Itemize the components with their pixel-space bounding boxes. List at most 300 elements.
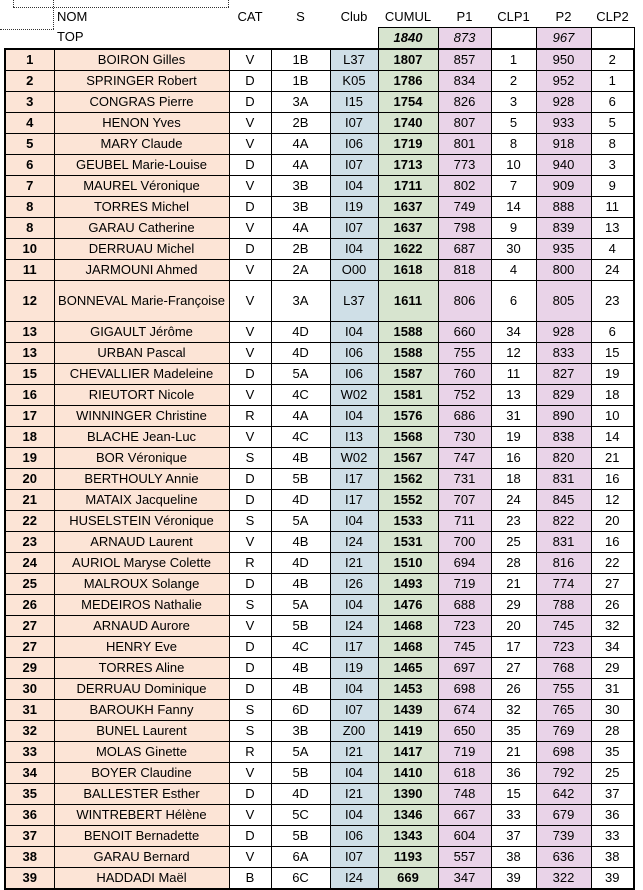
name-cell[interactable]: BOIRON Gilles	[54, 49, 229, 71]
cumul-cell[interactable]: 1713	[378, 155, 438, 176]
club-cell[interactable]: W02	[330, 448, 378, 469]
club-cell[interactable]: I04	[330, 511, 378, 532]
cumul-cell[interactable]: 1468	[378, 616, 438, 637]
cat-cell[interactable]: D	[229, 364, 271, 385]
rank-cell[interactable]: 35	[5, 784, 54, 805]
cumul-cell[interactable]: 1786	[378, 71, 438, 92]
cat-cell[interactable]: V	[229, 532, 271, 553]
p2-cell[interactable]: 723	[536, 637, 591, 658]
club-cell[interactable]: O00	[330, 260, 378, 281]
p2-cell[interactable]: 952	[536, 71, 591, 92]
top-cumul-value[interactable]: 1840	[378, 28, 438, 50]
clp1-cell[interactable]: 9	[491, 218, 536, 239]
clp2-cell[interactable]: 3	[591, 155, 634, 176]
cumul-cell[interactable]: 1637	[378, 218, 438, 239]
p2-cell[interactable]: 933	[536, 113, 591, 134]
name-cell[interactable]: RIEUTORT Nicole	[54, 385, 229, 406]
p2-cell[interactable]: 820	[536, 448, 591, 469]
p2-cell[interactable]: 755	[536, 679, 591, 700]
p2-cell[interactable]: 829	[536, 385, 591, 406]
p2-cell[interactable]: 918	[536, 134, 591, 155]
p2-cell[interactable]: 888	[536, 197, 591, 218]
cat-cell[interactable]: V	[229, 343, 271, 364]
cat-cell[interactable]: S	[229, 700, 271, 721]
cat-cell[interactable]: V	[229, 218, 271, 239]
cat-cell[interactable]: S	[229, 595, 271, 616]
col-header-club[interactable]: Club	[340, 8, 368, 24]
clp1-cell[interactable]: 37	[491, 826, 536, 847]
rank-cell[interactable]: 7	[5, 176, 54, 197]
cat-cell[interactable]: V	[229, 260, 271, 281]
p2-cell[interactable]: 774	[536, 574, 591, 595]
p1-cell[interactable]: 694	[438, 553, 491, 574]
cat-cell[interactable]: V	[229, 113, 271, 134]
club-cell[interactable]: I21	[330, 553, 378, 574]
clp1-cell[interactable]: 7	[491, 176, 536, 197]
clp1-cell[interactable]: 28	[491, 553, 536, 574]
cumul-cell[interactable]: 1531	[378, 532, 438, 553]
col-header-clp2[interactable]: CLP2	[596, 8, 629, 24]
club-cell[interactable]: I07	[330, 218, 378, 239]
p2-cell[interactable]: 935	[536, 239, 591, 260]
clp1-cell[interactable]: 39	[491, 868, 536, 890]
p1-cell[interactable]: 798	[438, 218, 491, 239]
cat-cell[interactable]: D	[229, 784, 271, 805]
cumul-cell[interactable]: 669	[378, 868, 438, 890]
clp2-cell[interactable]: 1	[591, 71, 634, 92]
cat-cell[interactable]: S	[229, 448, 271, 469]
rank-cell[interactable]: 18	[5, 427, 54, 448]
p1-cell[interactable]: 667	[438, 805, 491, 826]
club-cell[interactable]: I24	[330, 532, 378, 553]
club-cell[interactable]: I19	[330, 658, 378, 679]
clp1-cell[interactable]: 34	[491, 322, 536, 343]
clp1-cell[interactable]: 21	[491, 742, 536, 763]
cat-cell[interactable]: D	[229, 197, 271, 218]
top-p1-value[interactable]: 873	[438, 28, 491, 50]
cumul-cell[interactable]: 1719	[378, 134, 438, 155]
rank-cell[interactable]: 29	[5, 658, 54, 679]
name-cell[interactable]: CONGRAS Pierre	[54, 92, 229, 113]
clp2-cell[interactable]: 8	[591, 134, 634, 155]
rank-cell[interactable]: 25	[5, 574, 54, 595]
p1-cell[interactable]: 707	[438, 490, 491, 511]
cumul-cell[interactable]: 1193	[378, 847, 438, 868]
clp1-cell[interactable]: 4	[491, 260, 536, 281]
clp1-cell[interactable]: 6	[491, 281, 536, 322]
s-cell[interactable]: 5B	[271, 826, 330, 847]
col-header-p1[interactable]: P1	[456, 8, 473, 24]
p1-cell[interactable]: 818	[438, 260, 491, 281]
col-header-rank[interactable]	[5, 7, 54, 28]
cat-cell[interactable]: D	[229, 155, 271, 176]
club-cell[interactable]: I07	[330, 847, 378, 868]
p2-cell[interactable]: 940	[536, 155, 591, 176]
cat-cell[interactable]: V	[229, 49, 271, 71]
col-header-cat[interactable]: CAT	[237, 8, 263, 24]
p2-cell[interactable]: 769	[536, 721, 591, 742]
cumul-cell[interactable]: 1711	[378, 176, 438, 197]
p1-cell[interactable]: 806	[438, 281, 491, 322]
name-cell[interactable]: ARNAUD Laurent	[54, 532, 229, 553]
s-cell[interactable]: 4A	[271, 155, 330, 176]
p2-cell[interactable]: 792	[536, 763, 591, 784]
s-cell[interactable]: 4C	[271, 385, 330, 406]
name-cell[interactable]: GARAU Bernard	[54, 847, 229, 868]
s-cell[interactable]: 4B	[271, 574, 330, 595]
clp1-cell[interactable]: 12	[491, 343, 536, 364]
p1-cell[interactable]: 807	[438, 113, 491, 134]
top-p2-value[interactable]: 967	[536, 28, 591, 50]
p1-cell[interactable]: 826	[438, 92, 491, 113]
p2-cell[interactable]: 788	[536, 595, 591, 616]
top-clp2-value[interactable]	[591, 28, 634, 50]
s-cell[interactable]: 4D	[271, 490, 330, 511]
clp2-cell[interactable]: 28	[591, 721, 634, 742]
clp1-cell[interactable]: 3	[491, 92, 536, 113]
cumul-cell[interactable]: 1552	[378, 490, 438, 511]
rank-cell[interactable]: 10	[5, 239, 54, 260]
p2-cell[interactable]: 768	[536, 658, 591, 679]
club-cell[interactable]: I06	[330, 364, 378, 385]
p2-cell[interactable]: 745	[536, 616, 591, 637]
clp1-cell[interactable]: 24	[491, 490, 536, 511]
cumul-cell[interactable]: 1533	[378, 511, 438, 532]
s-cell[interactable]: 2A	[271, 260, 330, 281]
clp2-cell[interactable]: 15	[591, 343, 634, 364]
p1-cell[interactable]: 747	[438, 448, 491, 469]
name-cell[interactable]: MATAIX Jacqueline	[54, 490, 229, 511]
rank-cell[interactable]: 15	[5, 364, 54, 385]
rank-cell[interactable]: 6	[5, 155, 54, 176]
name-cell[interactable]: GARAU Catherine	[54, 218, 229, 239]
p1-cell[interactable]: 857	[438, 49, 491, 71]
col-header-p2[interactable]: P2	[555, 8, 572, 24]
p2-cell[interactable]: 800	[536, 260, 591, 281]
rank-cell[interactable]: 16	[5, 385, 54, 406]
p1-cell[interactable]: 650	[438, 721, 491, 742]
clp1-cell[interactable]: 30	[491, 239, 536, 260]
clp1-cell[interactable]: 20	[491, 616, 536, 637]
club-cell[interactable]: I21	[330, 742, 378, 763]
s-cell[interactable]: 5A	[271, 595, 330, 616]
name-cell[interactable]: GEUBEL Marie-Louise	[54, 155, 229, 176]
cumul-cell[interactable]: 1618	[378, 260, 438, 281]
cumul-cell[interactable]: 1740	[378, 113, 438, 134]
s-cell[interactable]: 2B	[271, 239, 330, 260]
cat-cell[interactable]: V	[229, 176, 271, 197]
club-cell[interactable]: I06	[330, 826, 378, 847]
p2-cell[interactable]: 679	[536, 805, 591, 826]
rank-cell[interactable]: 39	[5, 868, 54, 890]
name-cell[interactable]: HENRY Eve	[54, 637, 229, 658]
s-cell[interactable]: 4B	[271, 658, 330, 679]
clp1-cell[interactable]: 1	[491, 49, 536, 71]
cumul-cell[interactable]: 1611	[378, 281, 438, 322]
p2-cell[interactable]: 698	[536, 742, 591, 763]
rank-cell[interactable]: 1	[5, 49, 54, 71]
rank-cell[interactable]: 17	[5, 406, 54, 427]
s-cell[interactable]: 4B	[271, 532, 330, 553]
cat-cell[interactable]: B	[229, 868, 271, 890]
name-cell[interactable]: ARNAUD Aurore	[54, 616, 229, 637]
cumul-cell[interactable]: 1476	[378, 595, 438, 616]
s-cell[interactable]: 3A	[271, 281, 330, 322]
p1-cell[interactable]: 730	[438, 427, 491, 448]
s-cell[interactable]: 6C	[271, 868, 330, 890]
club-cell[interactable]: L37	[330, 49, 378, 71]
col-header-s[interactable]: S	[296, 8, 305, 24]
p1-cell[interactable]: 834	[438, 71, 491, 92]
name-cell[interactable]: TORRES Aline	[54, 658, 229, 679]
rank-cell[interactable]: 11	[5, 260, 54, 281]
club-cell[interactable]: I07	[330, 155, 378, 176]
clp1-cell[interactable]: 33	[491, 805, 536, 826]
cumul-cell[interactable]: 1562	[378, 469, 438, 490]
club-cell[interactable]: I24	[330, 868, 378, 890]
clp1-cell[interactable]: 19	[491, 427, 536, 448]
name-cell[interactable]: TORRES Michel	[54, 197, 229, 218]
clp1-cell[interactable]: 21	[491, 574, 536, 595]
club-cell[interactable]: I04	[330, 176, 378, 197]
name-cell[interactable]: BONNEVAL Marie-Françoise	[54, 281, 229, 322]
p1-cell[interactable]: 618	[438, 763, 491, 784]
club-cell[interactable]: I04	[330, 406, 378, 427]
cumul-cell[interactable]: 1588	[378, 343, 438, 364]
rank-cell[interactable]: 34	[5, 763, 54, 784]
p2-cell[interactable]: 838	[536, 427, 591, 448]
cat-cell[interactable]: V	[229, 134, 271, 155]
cumul-cell[interactable]: 1637	[378, 197, 438, 218]
p2-cell[interactable]: 890	[536, 406, 591, 427]
clp2-cell[interactable]: 27	[591, 574, 634, 595]
clp2-cell[interactable]: 10	[591, 406, 634, 427]
p1-cell[interactable]: 686	[438, 406, 491, 427]
clp2-cell[interactable]: 33	[591, 826, 634, 847]
name-cell[interactable]: BOR Véronique	[54, 448, 229, 469]
p1-cell[interactable]: 688	[438, 595, 491, 616]
cumul-cell[interactable]: 1567	[378, 448, 438, 469]
col-header-clp1[interactable]: CLP1	[497, 8, 530, 24]
clp1-cell[interactable]: 35	[491, 721, 536, 742]
s-cell[interactable]: 4D	[271, 784, 330, 805]
rank-cell[interactable]: 36	[5, 805, 54, 826]
name-cell[interactable]: MAUREL Véronique	[54, 176, 229, 197]
p1-cell[interactable]: 698	[438, 679, 491, 700]
name-cell[interactable]: BERTHOULY Annie	[54, 469, 229, 490]
s-cell[interactable]: 5C	[271, 805, 330, 826]
col-header-nom[interactable]: NOM	[57, 8, 88, 24]
s-cell[interactable]: 5A	[271, 511, 330, 532]
cat-cell[interactable]: R	[229, 742, 271, 763]
clp2-cell[interactable]: 6	[591, 92, 634, 113]
p1-cell[interactable]: 719	[438, 742, 491, 763]
clp2-cell[interactable]: 19	[591, 364, 634, 385]
cat-cell[interactable]: D	[229, 637, 271, 658]
club-cell[interactable]: I07	[330, 700, 378, 721]
club-cell[interactable]: I17	[330, 490, 378, 511]
p2-cell[interactable]: 805	[536, 281, 591, 322]
name-cell[interactable]: JARMOUNI Ahmed	[54, 260, 229, 281]
s-cell[interactable]: 5A	[271, 742, 330, 763]
clp1-cell[interactable]: 38	[491, 847, 536, 868]
rank-cell[interactable]: 13	[5, 322, 54, 343]
rank-cell[interactable]: 31	[5, 700, 54, 721]
p2-cell[interactable]: 831	[536, 532, 591, 553]
p2-cell[interactable]: 739	[536, 826, 591, 847]
s-cell[interactable]: 4A	[271, 406, 330, 427]
clp2-cell[interactable]: 29	[591, 658, 634, 679]
p1-cell[interactable]: 752	[438, 385, 491, 406]
p1-cell[interactable]: 760	[438, 364, 491, 385]
cumul-cell[interactable]: 1410	[378, 763, 438, 784]
clp1-cell[interactable]: 26	[491, 679, 536, 700]
cat-cell[interactable]: V	[229, 385, 271, 406]
p2-cell[interactable]: 322	[536, 868, 591, 890]
name-cell[interactable]: DERRUAU Dominique	[54, 679, 229, 700]
cumul-cell[interactable]: 1587	[378, 364, 438, 385]
cumul-cell[interactable]: 1622	[378, 239, 438, 260]
club-cell[interactable]: I26	[330, 574, 378, 595]
clp2-cell[interactable]: 31	[591, 679, 634, 700]
name-cell[interactable]: CHEVALLIER Madeleine	[54, 364, 229, 385]
name-cell[interactable]: WINNINGER Christine	[54, 406, 229, 427]
p2-cell[interactable]: 822	[536, 511, 591, 532]
p1-cell[interactable]: 347	[438, 868, 491, 890]
name-cell[interactable]: MEDEIROS Nathalie	[54, 595, 229, 616]
p2-cell[interactable]: 636	[536, 847, 591, 868]
clp1-cell[interactable]: 32	[491, 700, 536, 721]
cat-cell[interactable]: D	[229, 239, 271, 260]
name-cell[interactable]: HUSELSTEIN Véronique	[54, 511, 229, 532]
clp2-cell[interactable]: 23	[591, 281, 634, 322]
s-cell[interactable]: 6D	[271, 700, 330, 721]
cumul-cell[interactable]: 1417	[378, 742, 438, 763]
clp2-cell[interactable]: 5	[591, 113, 634, 134]
cat-cell[interactable]: R	[229, 553, 271, 574]
cumul-cell[interactable]: 1343	[378, 826, 438, 847]
clp1-cell[interactable]: 29	[491, 595, 536, 616]
cumul-cell[interactable]: 1581	[378, 385, 438, 406]
clp2-cell[interactable]: 14	[591, 427, 634, 448]
p1-cell[interactable]: 557	[438, 847, 491, 868]
clp2-cell[interactable]: 20	[591, 511, 634, 532]
club-cell[interactable]: Z00	[330, 721, 378, 742]
name-cell[interactable]: DERRUAU Michel	[54, 239, 229, 260]
p1-cell[interactable]: 745	[438, 637, 491, 658]
clp2-cell[interactable]: 4	[591, 239, 634, 260]
cumul-cell[interactable]: 1576	[378, 406, 438, 427]
clp2-cell[interactable]: 37	[591, 784, 634, 805]
p1-cell[interactable]: 687	[438, 239, 491, 260]
top-row-club-cell[interactable]	[330, 28, 378, 50]
p2-cell[interactable]: 831	[536, 469, 591, 490]
club-cell[interactable]: I13	[330, 427, 378, 448]
cat-cell[interactable]: D	[229, 469, 271, 490]
cat-cell[interactable]: S	[229, 511, 271, 532]
s-cell[interactable]: 3B	[271, 721, 330, 742]
clp2-cell[interactable]: 11	[591, 197, 634, 218]
clp1-cell[interactable]: 17	[491, 637, 536, 658]
s-cell[interactable]: 4D	[271, 553, 330, 574]
clp2-cell[interactable]: 25	[591, 763, 634, 784]
name-cell[interactable]: URBAN Pascal	[54, 343, 229, 364]
name-cell[interactable]: BALLESTER Esther	[54, 784, 229, 805]
rank-cell[interactable]: 38	[5, 847, 54, 868]
top-row-cat-cell[interactable]	[229, 28, 271, 50]
p2-cell[interactable]: 928	[536, 92, 591, 113]
club-cell[interactable]: I04	[330, 679, 378, 700]
club-cell[interactable]: I06	[330, 134, 378, 155]
cumul-cell[interactable]: 1493	[378, 574, 438, 595]
s-cell[interactable]: 4C	[271, 427, 330, 448]
club-cell[interactable]: I04	[330, 239, 378, 260]
club-cell[interactable]: I17	[330, 469, 378, 490]
top-clp1-value[interactable]	[491, 28, 536, 50]
name-cell[interactable]: HENON Yves	[54, 113, 229, 134]
p1-cell[interactable]: 802	[438, 176, 491, 197]
s-cell[interactable]: 5B	[271, 763, 330, 784]
cumul-cell[interactable]: 1465	[378, 658, 438, 679]
clp1-cell[interactable]: 36	[491, 763, 536, 784]
club-cell[interactable]: I06	[330, 343, 378, 364]
p2-cell[interactable]: 816	[536, 553, 591, 574]
cat-cell[interactable]: V	[229, 805, 271, 826]
cumul-cell[interactable]: 1510	[378, 553, 438, 574]
cumul-cell[interactable]: 1453	[378, 679, 438, 700]
cat-cell[interactable]: V	[229, 281, 271, 322]
clp1-cell[interactable]: 10	[491, 155, 536, 176]
s-cell[interactable]: 1B	[271, 49, 330, 71]
club-cell[interactable]: I24	[330, 616, 378, 637]
clp2-cell[interactable]: 32	[591, 616, 634, 637]
p1-cell[interactable]: 731	[438, 469, 491, 490]
rank-cell[interactable]: 22	[5, 511, 54, 532]
s-cell[interactable]: 4B	[271, 448, 330, 469]
rank-cell[interactable]: 20	[5, 469, 54, 490]
top-row-label[interactable]: TOP	[57, 29, 84, 45]
rank-cell[interactable]: 32	[5, 721, 54, 742]
clp2-cell[interactable]: 13	[591, 218, 634, 239]
col-header-cumul[interactable]: CUMUL	[384, 8, 432, 24]
s-cell[interactable]: 4B	[271, 679, 330, 700]
club-cell[interactable]: I04	[330, 763, 378, 784]
clp2-cell[interactable]: 22	[591, 553, 634, 574]
cat-cell[interactable]: D	[229, 826, 271, 847]
rank-cell[interactable]: 13	[5, 343, 54, 364]
clp1-cell[interactable]: 25	[491, 532, 536, 553]
cumul-cell[interactable]: 1588	[378, 322, 438, 343]
p1-cell[interactable]: 723	[438, 616, 491, 637]
clp1-cell[interactable]: 14	[491, 197, 536, 218]
club-cell[interactable]: I19	[330, 197, 378, 218]
rank-cell[interactable]: 26	[5, 595, 54, 616]
cumul-cell[interactable]: 1390	[378, 784, 438, 805]
cat-cell[interactable]: V	[229, 763, 271, 784]
cat-cell[interactable]: D	[229, 658, 271, 679]
p2-cell[interactable]: 950	[536, 49, 591, 71]
s-cell[interactable]: 2B	[271, 113, 330, 134]
rank-cell[interactable]: 4	[5, 113, 54, 134]
clp2-cell[interactable]: 39	[591, 868, 634, 890]
cat-cell[interactable]: V	[229, 427, 271, 448]
rank-cell[interactable]: 12	[5, 281, 54, 322]
club-cell[interactable]: I17	[330, 637, 378, 658]
s-cell[interactable]: 5B	[271, 469, 330, 490]
rank-cell[interactable]: 23	[5, 532, 54, 553]
clp1-cell[interactable]: 2	[491, 71, 536, 92]
rank-cell[interactable]: 3	[5, 92, 54, 113]
